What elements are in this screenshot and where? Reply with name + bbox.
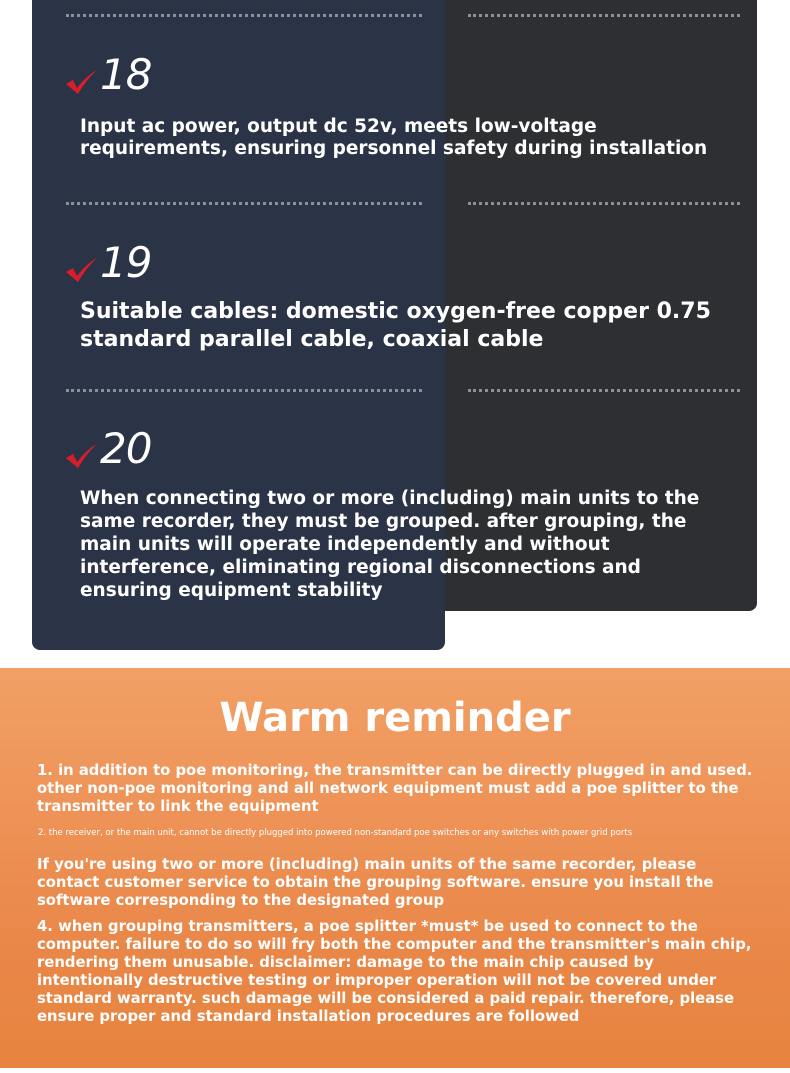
item-text: Input ac power, output dc 52v, meets low-voltage requirements, ensuring personnel safety during installation <box>80 116 708 159</box>
reminder-paragraph-4: 4. when grouping transmitters, a poe splitter *must* be used to connect to the computer. failure to do so will fry both the computer and the transmitter's main chip, rendering them unusable. disclaimer: damage to the main chip caused by intentionally destructive testing or improper operation will not be covered under standard warranty. such damage will be considered a paid repair. therefore, please ensure proper and standard installation procedures are followed <box>37 918 752 1025</box>
checkmark-icon <box>64 68 98 96</box>
item-text: When connecting two or more (including) main units to the same recorder, they must be grouped. after grouping, the main units will operate independently and without interference, eliminating regional disconnections and ensuring equipment stability <box>80 488 700 601</box>
divider <box>468 202 740 205</box>
checkmark-icon <box>64 256 98 284</box>
item-text: Suitable cables: domestic oxygen-free copper 0.75 standard parallel cable, coaxial cable <box>80 299 711 352</box>
divider <box>468 389 740 392</box>
item-number: 18 <box>100 50 152 99</box>
item-18-header <box>64 50 152 99</box>
reminder-title: Warm reminder <box>219 695 571 741</box>
reminder-paragraph-3: If you're using two or more (including) main units of the same recorder, please contact customer service to obtain the grouping software. ensure you install the software corresponding to the designated group <box>37 856 714 909</box>
divider <box>66 14 422 17</box>
item-20-header <box>64 424 152 473</box>
item-number: 19 <box>100 238 152 287</box>
divider <box>66 389 422 392</box>
divider <box>468 14 740 17</box>
item-number: 20 <box>100 424 152 473</box>
item-19-header <box>64 238 152 287</box>
reminder-paragraph-2: 2. the receiver, or the main unit, cannot be directly plugged into powered non-standard poe switches or any switches with power grid ports <box>38 828 633 838</box>
reminder-paragraph-1: 1. in addition to poe monitoring, the transmitter can be directly plugged in and used. other non-poe monitoring and all network equipment must add a poe splitter to the transmitter to link the equipment <box>37 762 753 815</box>
divider <box>66 202 422 205</box>
checkmark-icon <box>64 442 98 470</box>
